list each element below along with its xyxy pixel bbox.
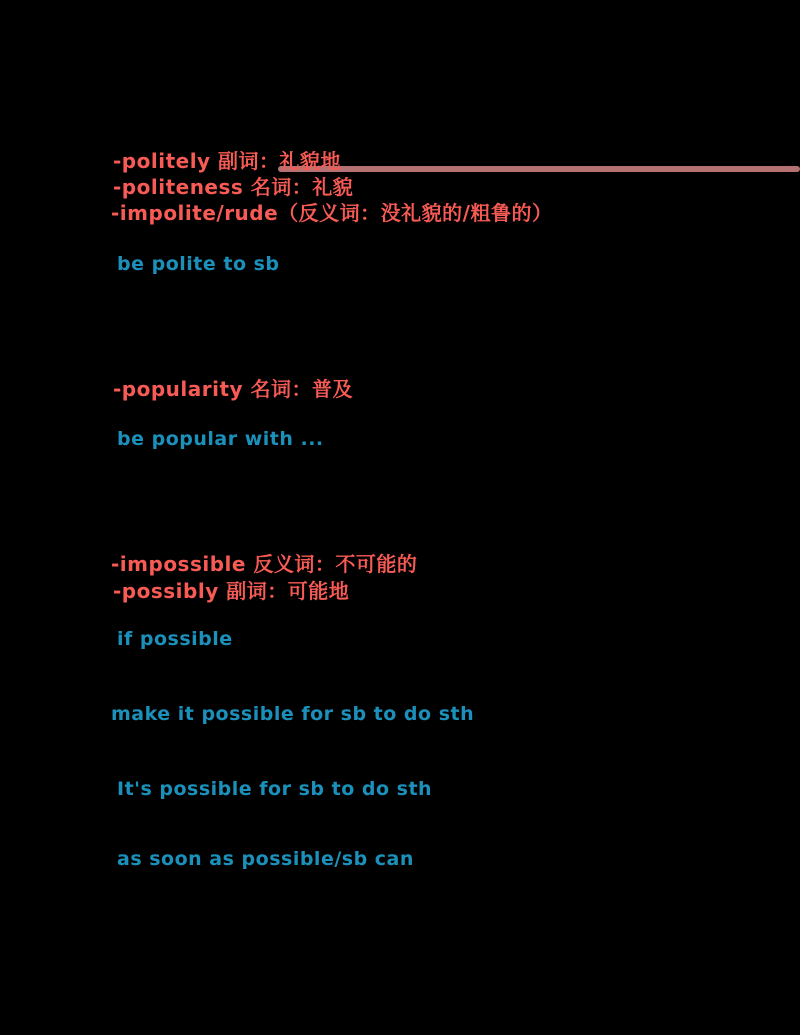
- note-line-politely: -politely 副词：礼貌地: [113, 149, 342, 173]
- pen-stroke-line: [278, 166, 800, 172]
- note-line-if-possible: if possible: [117, 628, 233, 650]
- note-line-be-polite-to-sb: be polite to sb: [117, 253, 280, 275]
- note-line-politeness: -politeness 名词：礼貌: [113, 175, 354, 199]
- note-line-popularity: -popularity 名词：普及: [113, 377, 354, 401]
- note-line-be-popular-with: be popular with ...: [117, 428, 324, 450]
- note-line-possibly: -possibly 副词：可能地: [113, 579, 350, 603]
- note-line-its-possible: It's possible for sb to do sth: [117, 778, 433, 800]
- note-line-as-soon-as-possible: as soon as possible/sb can: [117, 848, 414, 870]
- note-line-make-it-possible: make it possible for sb to do sth: [111, 703, 475, 725]
- note-line-impolite-rude: -impolite/rude（反义词：没礼貌的/粗鲁的）: [111, 201, 553, 225]
- note-line-impossible: -impossible 反义词：不可能的: [111, 552, 418, 576]
